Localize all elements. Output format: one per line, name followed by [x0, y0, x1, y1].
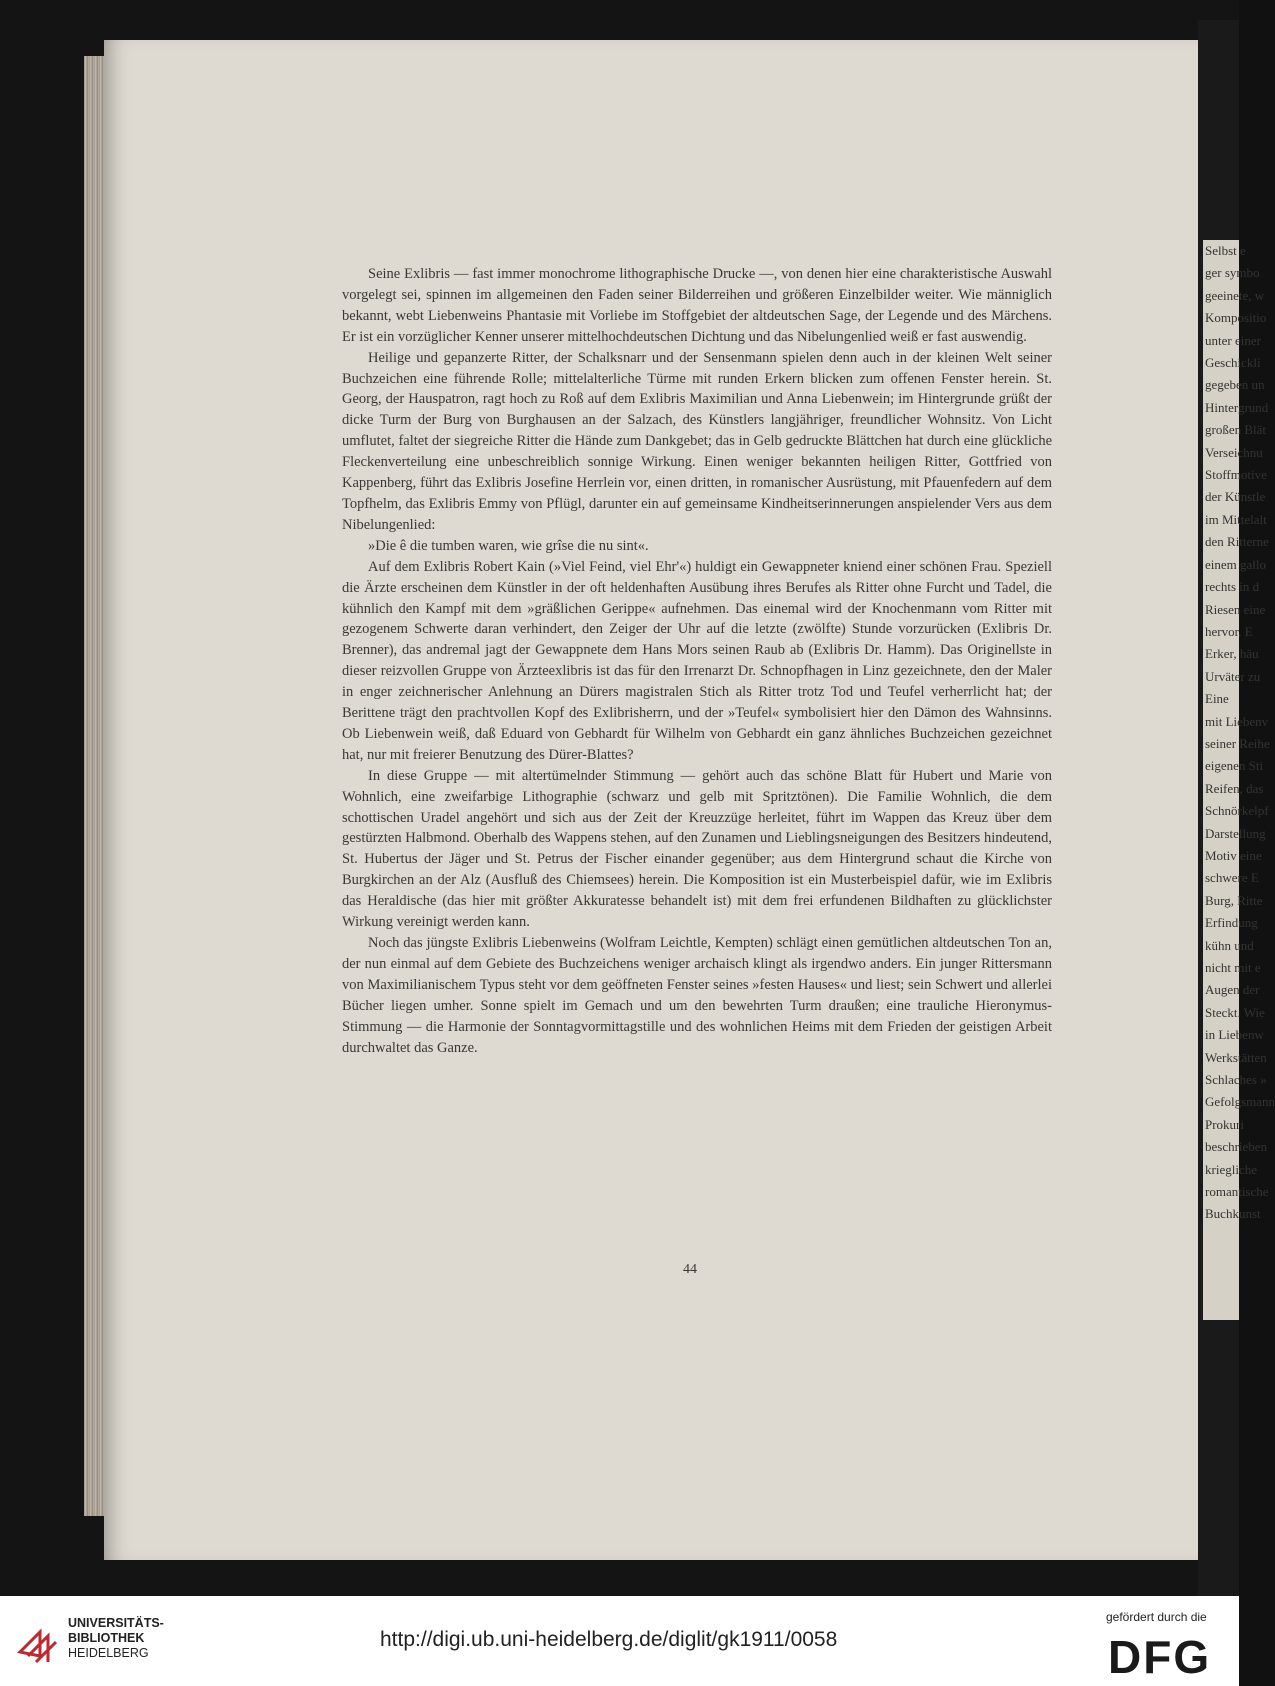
adjacent-page-line: großen Blät [1205, 422, 1267, 438]
dfg-logo[interactable]: DFG [1108, 1631, 1212, 1683]
adjacent-page-line: Motiv eine [1205, 847, 1262, 863]
paragraph: Auf dem Exlibris Robert Kain (»Viel Feind, viel Ehr'«) huldigt ein Gewappneter kniend einer schönen Frau. Speziell die Ärzte erscheinen dem Künstler in der oft heldenhaften Ausübung ihres Berufes als Ritter ohne Furcht und Tadel, die kühnlich den Kampf mit dem »gräßlichen Gerippe« aufnehmen. Das einemal wird der Knochenmann vom Ritter mit gezogenem Schwerte daran verhindert, den Zeiger der Uhr auf die letzte (zwölfte) Stunde vorzurücken (Exlibris Dr. Brenner), das andremal jagt der Gewappnete dem Hans Mors seinen Raub ab (Exlibris Dr. Hamm). Das Originellste in dieser reizvollen Gruppe von Ärzteexlibris ist das für den Irrenarzt Dr. Schnopfhagen in Linz gezeichnete, den der Maler in enger zeichnerischer Anlehnung an Dürers magistralen Stich als Ritter trotz Tod und Teufel verherrlicht hat; der Berittene trägt den prachtvollen Kopf des Exlibrisherrn, und der »Teufel« symbolisiert hier den Dämon des Wahnsinns. Ob Liebenwein weiß, daß Eduard von Gebhardt für Wilhelm von Gebhardt ein ganz ähnliches Buchzeichen gezeichnet hat, nur mit freierer Benutzung des Dürer-Blattes? [342, 558, 1052, 763]
adjacent-page-line: Erfindung [1205, 915, 1258, 931]
adjacent-page-line: den Ritterne [1205, 534, 1269, 550]
adjacent-page-line: Burg, Ritte [1205, 892, 1263, 908]
adjacent-page-line: Darstellung [1205, 825, 1266, 841]
adjacent-page-line: einem gallo [1205, 556, 1267, 572]
adjacent-page-line: Riesen eine [1205, 601, 1266, 617]
adjacent-page-line: schwere E [1205, 870, 1259, 886]
library-name-line: UNIVERSITÄTS- [68, 1616, 164, 1630]
adjacent-page-line: Eine [1205, 691, 1229, 707]
adjacent-page-line: Buchkunst [1205, 1206, 1261, 1222]
adjacent-page-line: kriegliche [1205, 1161, 1257, 1177]
paragraph: Heilige und gepanzerte Ritter, der Schalksnarr und der Sensenmann spielen denn auch in der kleinen Welt seiner Buchzeichen eine führende Rolle; mittelalterliche Türme mit runden Erkern blicken zum offenen Fenster herein. St. Georg, der Hauspatron, ragt hoch zu Roß auf dem Exlibris Maximilian und Anna Liebenwein; im Hintergrunde grüßt der dicke Turm der Burg von Burghausen an der Salzach, des Künstlers langjähriger, freundlicher Wohnsitz. Von Licht umflutet, faltet der siegreiche Ritter die Hände zum Dankgebet; das in Gelb gedruckte Blättchen hat durch eine glückliche Fleckenverteilung eine unbeschreiblich sonnige Wirkung. Einen weniger bekannten heiligen Ritter, Gottfried von Kappenberg, führt das Exlibris Josefine Herrlein vor, einen dritten, in romanischer Ausrüstung, mit Pfauenfedern auf dem Topfhelm, das Exlibris Emmy von Pflügl, darunter ein auf gemeinsame Kindheitserinnerungen anspielender Vers aus dem Nibelungenlied: [342, 349, 1052, 533]
adjacent-page-line: seiner Reihe [1205, 735, 1270, 751]
adjacent-page-line: gegeben un [1205, 377, 1265, 393]
adjacent-page-line: eigenen Sti [1205, 758, 1264, 774]
adjacent-page-line: rechts in d [1205, 579, 1260, 595]
adjacent-page-line: nicht mit e [1205, 960, 1261, 975]
adjacent-page-line: Werkstätten [1205, 1049, 1267, 1065]
paragraph: In diese Gruppe — mit altertümelnder Stimmung — gehört auch das schöne Blatt für Hubert und Marie von Wohnlich, eine zweifarbige Lithographie (schwarz und gelb mit Spritztönen). Die Familie Wohnlich, die dem schottischen Uradel angehört und sich aus der Zeit der Kreuzzüge herleitet, führt im Wappen das Kreuz über dem gestürzten Halbmond. Oberhalb des Wappens stehen, auf den Zunamen und Lieblingsneigungen des Besitzers hindeutend, St. Hubertus der Jäger und St. Petrus der Fischer einander gegenüber; aus dem Hintergrund schaut die Kirche von Burgkirchen an der Alz (Ausfluß des Chiemsees) herein. Die Komposition ist ein Musterbeispiel dafür, wie im Exlibris das Heraldische (das hier mit größter Akkuratesse behandelt ist) mit dem frei erfundenen Bildhaften zu glücklichster Wirkung vereinigt werden kann. [342, 767, 1052, 931]
adjacent-page-line: kühn und [1205, 937, 1254, 953]
adjacent-page-line: Schnörkelpf [1205, 803, 1269, 819]
adjacent-page-line: geeinete, w [1205, 287, 1265, 303]
document-url-link[interactable]: http://digi.ub.uni-heidelberg.de/diglit/gk1911/0058 [380, 1628, 838, 1651]
adjacent-page-line: mit Liebenv [1205, 713, 1269, 729]
adjacent-page-line: Stoffmotive [1205, 467, 1267, 483]
adjacent-page-line: Erker, häu [1205, 646, 1259, 662]
adjacent-page-line: hervor. E [1205, 623, 1253, 639]
adjacent-page-line: Prokuri [1205, 1116, 1244, 1132]
library-name-line: BIBLIOTHEK [68, 1631, 145, 1645]
ub-heidelberg-logo-icon[interactable] [14, 1612, 74, 1672]
adjacent-page-line: im Mittelalt [1205, 511, 1267, 527]
adjacent-page-line: ger symbo [1205, 265, 1260, 281]
adjacent-page-line: der Künstle [1205, 489, 1266, 505]
adjacent-page-line: Verseichnu [1205, 444, 1263, 460]
adjacent-page-line: Geschickli [1205, 355, 1261, 371]
paragraph: »Die ê die tumben waren, wie grîse die nu sint«. [368, 537, 649, 554]
viewer-footer [0, 1596, 1239, 1686]
paragraph: Seine Exlibris — fast immer monochrome lithographische Drucke —, von denen hier eine charakteristische Auswahl vorgelegt sei, spinnen im allgemeinen den Faden seiner Bilderreihen und größeren Einzelbilder weiter. Wie männiglich bekannt, webt Liebenweins Phantasie mit Vorliebe im Stoffgebiet der altdeutschen Sage, der Legende und des Märchens. Er ist ein vorzüglicher Kenner unserer mittelhochdeutschen Dichtung und das Nibelungenlied weiß er fast auswendig. [342, 266, 1052, 345]
adjacent-page-line: romantische [1205, 1184, 1269, 1200]
page-number: 44 [683, 1262, 697, 1277]
book-page-edges [84, 56, 106, 1516]
adjacent-page-line: Gefolgsmann [1205, 1094, 1275, 1110]
library-name[interactable] [68, 1616, 164, 1661]
adjacent-page-line: Urväter zu [1205, 668, 1261, 684]
adjacent-page-line: Kompositio [1205, 310, 1267, 326]
adjacent-page-line: beschrieben [1205, 1139, 1268, 1155]
adjacent-page-line: in Liebenw [1205, 1027, 1264, 1043]
library-name-line: HEIDELBERG [68, 1646, 149, 1660]
adjacent-page-line: Steckt. Wie [1205, 1004, 1265, 1020]
adjacent-page-line: Schlaches » [1205, 1072, 1267, 1088]
paragraph: Noch das jüngste Exlibris Liebenweins (Wolfram Leichtle, Kempten) schlägt einen gemütlichen altdeutschen Ton an, der nun einmal auf dem Gebiete des Buchzeichens weniger archaisch klingt als irgendwo anders. Ein junger Rittersmann von Maximilianischem Typus steht vor dem geöffneten Fenster seines »festen Hauses« und liest; sein Schwert und allerlei Bücher liegen umher. Sonne spielt im Gemach und um den bewehrten Turm draußen; eine trauliche Hieronymus-Stimmung — die Harmonie der Sonntagvormittagstille und des wohnlichen Heims mit dem Frieden der geistigen Arbeit durchwaltet das Ganze. [342, 935, 1052, 1056]
body-text [342, 264, 1052, 1058]
adjacent-page-line: Hintergrund [1205, 399, 1269, 415]
adjacent-page-line: Augen der [1205, 982, 1260, 998]
adjacent-page-fragment [1203, 240, 1275, 1320]
adjacent-page-line: Selbst e [1205, 243, 1246, 258]
funded-by-label: gefördert durch die [1106, 1610, 1207, 1624]
adjacent-page-line: unter einer [1205, 332, 1261, 348]
adjacent-page-line: Reifen, das [1205, 780, 1264, 796]
